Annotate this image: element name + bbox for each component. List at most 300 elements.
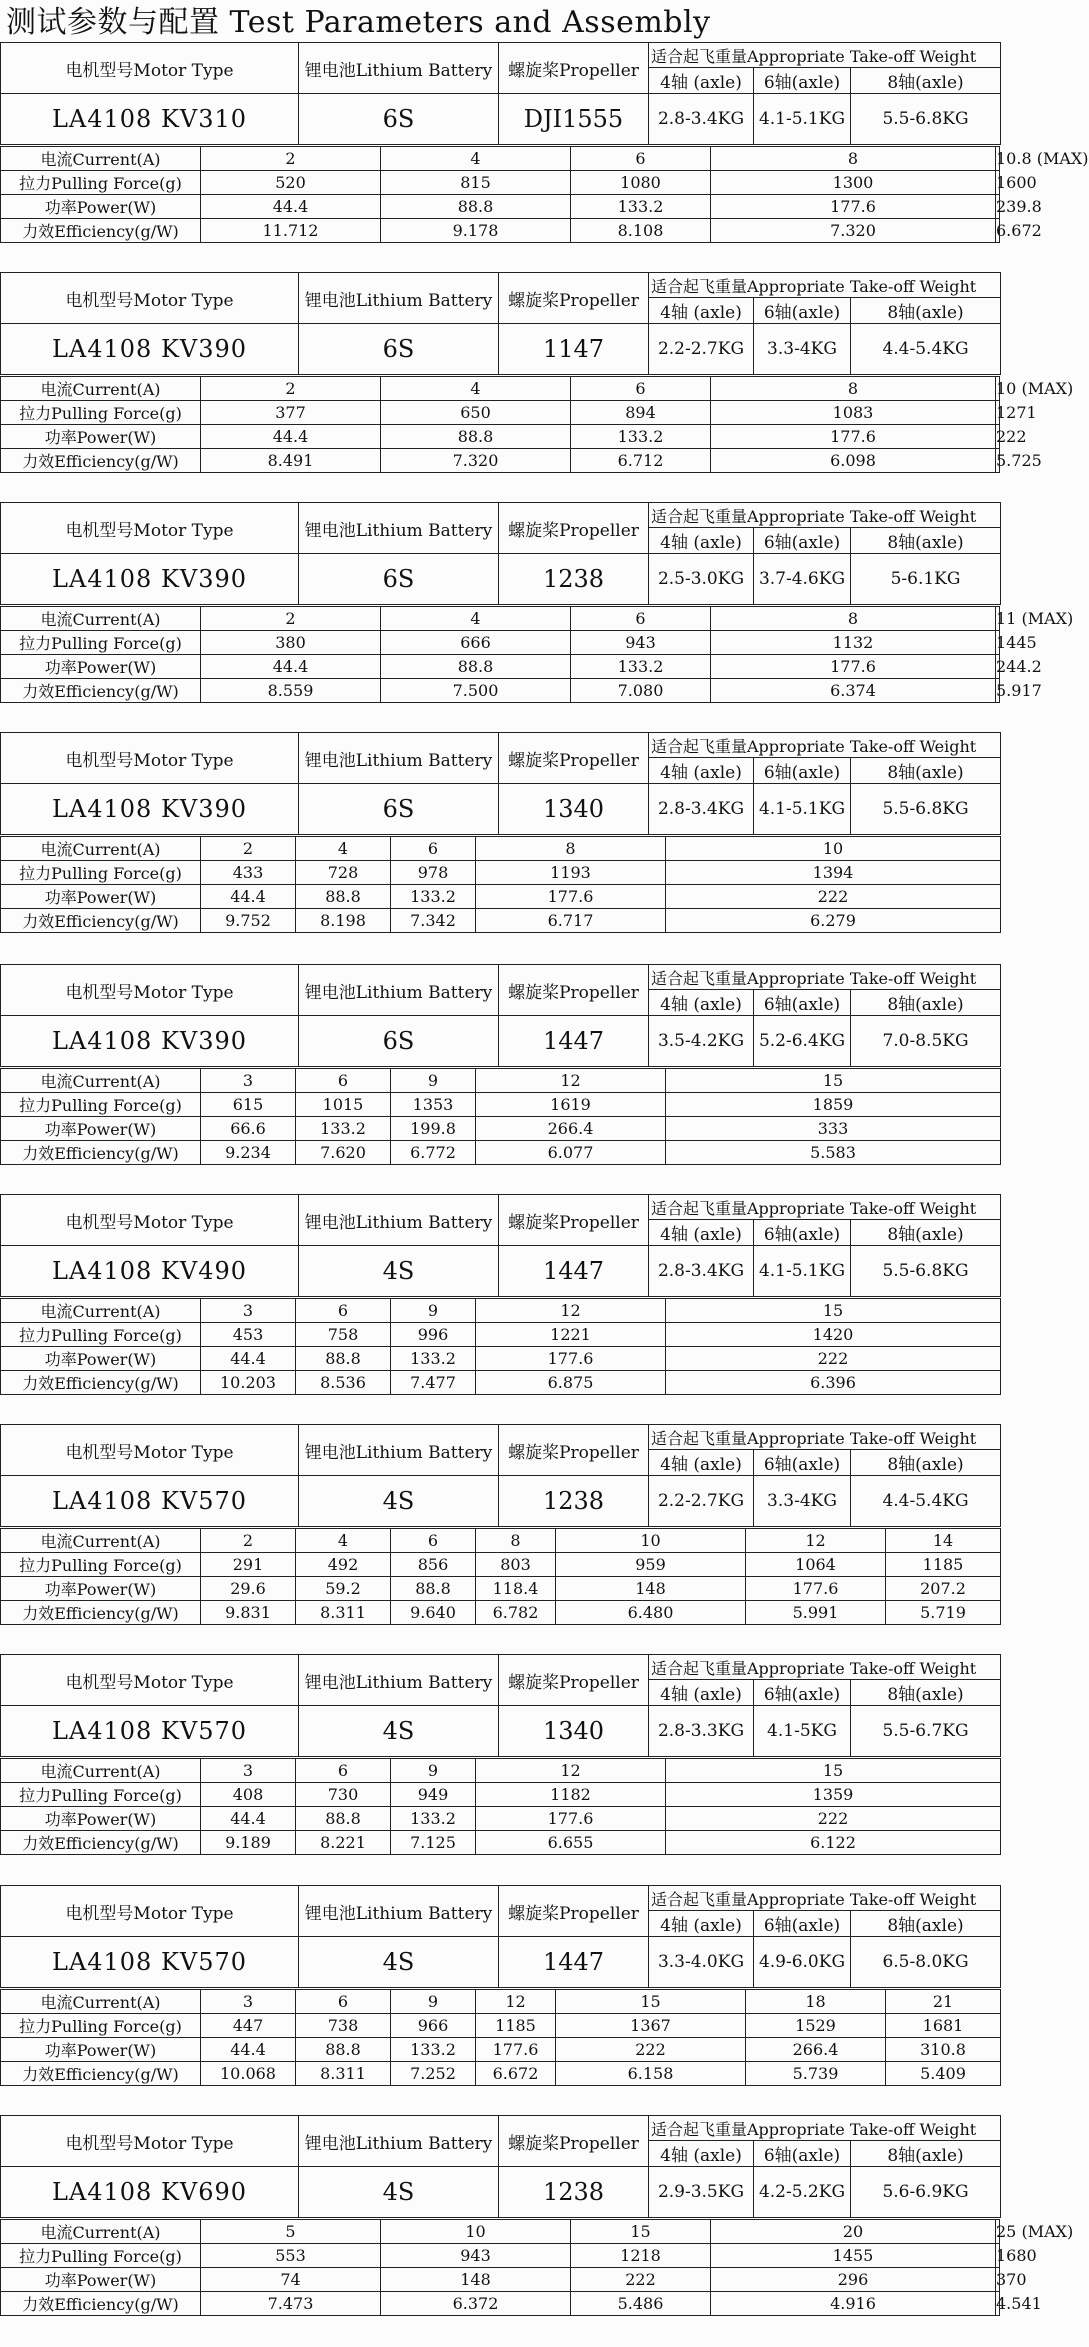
motor-type-label: 电机型号Motor Type <box>1 1195 299 1246</box>
table-cell: 1680 <box>996 2244 1000 2268</box>
table-cell: 266.4 <box>746 2038 886 2062</box>
takeoff-weight-value: 6.5-8.0KG <box>851 1937 1001 1988</box>
table-cell: 177.6 <box>711 425 996 449</box>
table-cell: 1080 <box>571 171 711 195</box>
table-cell: 2 <box>201 147 381 171</box>
propeller-value: 1447 <box>499 1016 649 1067</box>
efficiency-row <box>1 909 1001 933</box>
current-row-label: 电流Current(A) <box>1 607 201 631</box>
table-cell: 9.189 <box>201 1831 296 1855</box>
power-row <box>1 2038 1001 2062</box>
efficiency-row-label: 力效Efficiency(g/W) <box>1 2062 201 2086</box>
table-cell: 7.342 <box>391 909 476 933</box>
table-cell: 9.752 <box>201 909 296 933</box>
axle6-label: 6轴(axle) <box>754 1911 851 1937</box>
table-cell: 6 <box>296 1069 391 1093</box>
config-header-table <box>0 42 1001 145</box>
takeoff-weight-value: 4.1-5.1KG <box>754 784 851 835</box>
pulling-force-row-label: 拉力Pulling Force(g) <box>1 1783 201 1807</box>
table-cell: 44.4 <box>201 1807 296 1831</box>
motor-model: LA4108 KV390 <box>1 784 299 835</box>
power-row <box>1 885 1001 909</box>
takeoff-weight-label: 适合起飞重量Appropriate Take-off Weight <box>649 1425 1001 1450</box>
pulling-force-row-label: 拉力Pulling Force(g) <box>1 2014 201 2038</box>
table-cell: 10.203 <box>201 1371 296 1395</box>
axle6-label: 6轴(axle) <box>754 298 851 324</box>
current-row-label: 电流Current(A) <box>1 1299 201 1323</box>
table-cell: 1221 <box>476 1323 666 1347</box>
takeoff-weight-value: 3.3-4.0KG <box>649 1937 754 1988</box>
table-cell: 5.917 <box>996 679 1000 703</box>
table-cell: 447 <box>201 2014 296 2038</box>
config-header-table <box>0 502 1001 605</box>
table-cell: 9.831 <box>201 1601 296 1625</box>
test-data-table <box>0 1068 1001 1165</box>
takeoff-weight-value: 2.8-3.4KG <box>649 1246 754 1297</box>
battery-value: 6S <box>299 784 499 835</box>
table-cell: 9 <box>391 1990 476 2014</box>
battery-value: 4S <box>299 1476 499 1527</box>
power-row-label: 功率Power(W) <box>1 885 201 909</box>
axle6-label: 6轴(axle) <box>754 68 851 94</box>
table-cell: 894 <box>571 401 711 425</box>
takeoff-weight-value: 2.2-2.7KG <box>649 324 754 375</box>
efficiency-row <box>1 1831 1001 1855</box>
takeoff-weight-value: 2.8-3.3KG <box>649 1706 754 1757</box>
table-cell: 1455 <box>711 2244 996 2268</box>
table-cell: 6 <box>296 1759 391 1783</box>
current-row-label: 电流Current(A) <box>1 1990 201 2014</box>
table-cell: 1420 <box>666 1323 1001 1347</box>
table-cell: 15 <box>571 2220 711 2244</box>
pulling-force-row <box>1 861 1001 885</box>
table-cell: 15 <box>666 1069 1001 1093</box>
table-cell: 943 <box>381 2244 571 2268</box>
table-cell: 433 <box>201 861 296 885</box>
table-cell: 3 <box>201 1069 296 1093</box>
table-cell: 2 <box>201 377 381 401</box>
table-cell: 222 <box>666 885 1001 909</box>
table-cell: 10.068 <box>201 2062 296 2086</box>
takeoff-weight-value: 3.7-4.6KG <box>754 554 851 605</box>
power-row-label: 功率Power(W) <box>1 2038 201 2062</box>
test-data-table <box>0 1298 1001 1395</box>
motor-test-block <box>0 42 1089 241</box>
motor-type-label: 电机型号Motor Type <box>1 503 299 554</box>
current-row <box>1 1069 1001 1093</box>
table-cell: 5.739 <box>746 2062 886 2086</box>
table-cell: 12 <box>476 1299 666 1323</box>
table-cell: 88.8 <box>296 1347 391 1371</box>
table-cell: 7.125 <box>391 1831 476 1855</box>
battery-label: 锂电池Lithium Battery <box>299 503 499 554</box>
table-cell: 9.234 <box>201 1141 296 1165</box>
battery-label: 锂电池Lithium Battery <box>299 43 499 94</box>
table-cell: 730 <box>296 1783 391 1807</box>
current-row-label: 电流Current(A) <box>1 1069 201 1093</box>
axle8-label: 8轴(axle) <box>851 68 1001 94</box>
table-cell: 8.491 <box>201 449 381 473</box>
table-cell: 8.536 <box>296 1371 391 1395</box>
table-cell: 44.4 <box>201 195 381 219</box>
table-cell: 15 <box>556 1990 746 2014</box>
table-cell: 6.372 <box>381 2292 571 2316</box>
table-cell: 7.080 <box>571 679 711 703</box>
config-header-table <box>0 1885 1001 1988</box>
axle4-label: 4轴 (axle) <box>649 1450 754 1476</box>
table-cell: 177.6 <box>476 1807 666 1831</box>
table-cell: 380 <box>201 631 381 655</box>
motor-test-block <box>0 1194 1000 1393</box>
table-cell: 6 <box>391 1529 476 1553</box>
current-row-label: 电流Current(A) <box>1 2220 201 2244</box>
table-cell: 88.8 <box>381 655 571 679</box>
test-data-table <box>0 606 1074 703</box>
table-cell: 10.8 (MAX) <box>996 147 1000 171</box>
motor-test-block <box>0 2115 1074 2314</box>
propeller-label: 螺旋桨Propeller <box>499 733 649 784</box>
axle6-label: 6轴(axle) <box>754 2141 851 2167</box>
takeoff-weight-value: 5.5-6.8KG <box>851 94 1001 145</box>
power-row <box>1 425 1000 449</box>
table-cell: 44.4 <box>201 885 296 909</box>
pulling-force-row <box>1 2244 1000 2268</box>
table-cell: 15 <box>666 1299 1001 1323</box>
table-cell: 44.4 <box>201 2038 296 2062</box>
table-cell: 5.725 <box>996 449 1000 473</box>
table-cell: 6.772 <box>391 1141 476 1165</box>
pulling-force-row <box>1 631 1000 655</box>
takeoff-weight-value: 4.4-5.4KG <box>851 1476 1001 1527</box>
table-cell: 7.620 <box>296 1141 391 1165</box>
table-cell: 6.717 <box>476 909 666 933</box>
propeller-label: 螺旋桨Propeller <box>499 43 649 94</box>
power-row <box>1 1347 1001 1371</box>
motor-test-block <box>0 272 1074 471</box>
axle6-label: 6轴(axle) <box>754 1220 851 1246</box>
pulling-force-row-label: 拉力Pulling Force(g) <box>1 631 201 655</box>
axle8-label: 8轴(axle) <box>851 1911 1001 1937</box>
test-data-table <box>0 836 1001 933</box>
motor-type-label: 电机型号Motor Type <box>1 273 299 324</box>
axle8-label: 8轴(axle) <box>851 758 1001 784</box>
motor-model: LA4108 KV570 <box>1 1476 299 1527</box>
current-row <box>1 2220 1000 2244</box>
table-cell: 29.6 <box>201 1577 296 1601</box>
efficiency-row-label: 力效Efficiency(g/W) <box>1 449 201 473</box>
table-cell: 2 <box>201 607 381 631</box>
axle4-label: 4轴 (axle) <box>649 68 754 94</box>
current-row <box>1 1299 1001 1323</box>
table-cell: 6 <box>571 147 711 171</box>
config-header-table <box>0 1424 1001 1527</box>
efficiency-row <box>1 2062 1001 2086</box>
table-cell: 177.6 <box>476 1347 666 1371</box>
table-cell: 88.8 <box>381 195 571 219</box>
table-cell: 25 (MAX) <box>996 2220 1000 2244</box>
efficiency-row-label: 力效Efficiency(g/W) <box>1 1141 201 1165</box>
table-cell: 4.916 <box>711 2292 996 2316</box>
table-cell: 333 <box>666 1117 1001 1141</box>
table-cell: 222 <box>996 425 1000 449</box>
table-cell: 8.108 <box>571 219 711 243</box>
table-cell: 1300 <box>711 171 996 195</box>
motor-model: LA4108 KV390 <box>1 324 299 375</box>
takeoff-weight-value: 7.0-8.5KG <box>851 1016 1001 1067</box>
current-row-label: 电流Current(A) <box>1 1529 201 1553</box>
config-header-table <box>0 1654 1001 1757</box>
battery-value: 6S <box>299 324 499 375</box>
table-cell: 296 <box>711 2268 996 2292</box>
config-header-table <box>0 964 1001 1067</box>
current-row-label: 电流Current(A) <box>1 147 201 171</box>
table-cell: 9.640 <box>391 1601 476 1625</box>
table-cell: 44.4 <box>201 1347 296 1371</box>
table-cell: 59.2 <box>296 1577 391 1601</box>
table-cell: 133.2 <box>296 1117 391 1141</box>
table-cell: 6 <box>571 607 711 631</box>
efficiency-row <box>1 1601 1001 1625</box>
table-cell: 8.311 <box>296 2062 391 2086</box>
table-cell: 7.252 <box>391 2062 476 2086</box>
battery-label: 锂电池Lithium Battery <box>299 733 499 784</box>
battery-value: 6S <box>299 94 499 145</box>
table-cell: 148 <box>556 1577 746 1601</box>
axle4-label: 4轴 (axle) <box>649 1911 754 1937</box>
table-cell: 492 <box>296 1553 391 1577</box>
battery-value: 6S <box>299 554 499 605</box>
propeller-label: 螺旋桨Propeller <box>499 503 649 554</box>
power-row-label: 功率Power(W) <box>1 1347 201 1371</box>
takeoff-weight-value: 5.6-6.9KG <box>851 2167 1001 2218</box>
table-cell: 1185 <box>476 2014 556 2038</box>
motor-test-block <box>0 502 1074 701</box>
pulling-force-row-label: 拉力Pulling Force(g) <box>1 1323 201 1347</box>
table-cell: 1015 <box>296 1093 391 1117</box>
table-cell: 148 <box>381 2268 571 2292</box>
table-cell: 199.8 <box>391 1117 476 1141</box>
table-cell: 9.178 <box>381 219 571 243</box>
table-cell: 856 <box>391 1553 476 1577</box>
table-cell: 8 <box>476 837 666 861</box>
current-row <box>1 147 1000 171</box>
table-cell: 5.991 <box>746 1601 886 1625</box>
propeller-label: 螺旋桨Propeller <box>499 273 649 324</box>
power-row-label: 功率Power(W) <box>1 1577 201 1601</box>
propeller-value: 1340 <box>499 784 649 835</box>
power-row-label: 功率Power(W) <box>1 1117 201 1141</box>
table-cell: 6.077 <box>476 1141 666 1165</box>
axle6-label: 6轴(axle) <box>754 528 851 554</box>
table-cell: 8 <box>711 147 996 171</box>
table-cell: 1367 <box>556 2014 746 2038</box>
table-cell: 3 <box>201 1759 296 1783</box>
table-cell: 8.559 <box>201 679 381 703</box>
table-cell: 738 <box>296 2014 391 2038</box>
table-cell: 1193 <box>476 861 666 885</box>
table-cell: 1132 <box>711 631 996 655</box>
table-cell: 1394 <box>666 861 1001 885</box>
table-cell: 978 <box>391 861 476 885</box>
table-cell: 244.2 <box>996 655 1000 679</box>
pulling-force-row-label: 拉力Pulling Force(g) <box>1 1553 201 1577</box>
table-cell: 177.6 <box>711 655 996 679</box>
table-cell: 133.2 <box>571 195 711 219</box>
table-cell: 44.4 <box>201 425 381 449</box>
table-cell: 8.221 <box>296 1831 391 1855</box>
table-cell: 6.672 <box>996 219 1000 243</box>
propeller-label: 螺旋桨Propeller <box>499 1425 649 1476</box>
axle4-label: 4轴 (axle) <box>649 528 754 554</box>
axle8-label: 8轴(axle) <box>851 298 1001 324</box>
table-cell: 11.712 <box>201 219 381 243</box>
pulling-force-row <box>1 2014 1001 2038</box>
table-cell: 239.8 <box>996 195 1000 219</box>
table-cell: 1271 <box>996 401 1000 425</box>
motor-type-label: 电机型号Motor Type <box>1 1425 299 1476</box>
table-cell: 4.541 <box>996 2292 1000 2316</box>
axle4-label: 4轴 (axle) <box>649 2141 754 2167</box>
takeoff-weight-value: 2.8-3.4KG <box>649 784 754 835</box>
takeoff-weight-label: 适合起飞重量Appropriate Take-off Weight <box>649 733 1001 758</box>
propeller-label: 螺旋桨Propeller <box>499 1886 649 1937</box>
takeoff-weight-label: 适合起飞重量Appropriate Take-off Weight <box>649 273 1001 298</box>
table-cell: 4 <box>381 607 571 631</box>
current-row-label: 电流Current(A) <box>1 377 201 401</box>
table-cell: 88.8 <box>296 1807 391 1831</box>
axle4-label: 4轴 (axle) <box>649 758 754 784</box>
efficiency-row-label: 力效Efficiency(g/W) <box>1 909 201 933</box>
table-cell: 88.8 <box>391 1577 476 1601</box>
takeoff-weight-value: 5.2-6.4KG <box>754 1016 851 1067</box>
motor-test-block <box>0 964 1000 1163</box>
efficiency-row <box>1 219 1000 243</box>
config-header-table <box>0 272 1001 375</box>
axle4-label: 4轴 (axle) <box>649 990 754 1016</box>
pulling-force-row-label: 拉力Pulling Force(g) <box>1 2244 201 2268</box>
motor-model: LA4108 KV570 <box>1 1706 299 1757</box>
efficiency-row <box>1 679 1000 703</box>
takeoff-weight-value: 4.2-5.2KG <box>754 2167 851 2218</box>
propeller-label: 螺旋桨Propeller <box>499 965 649 1016</box>
motor-type-label: 电机型号Motor Type <box>1 2116 299 2167</box>
current-row-label: 电流Current(A) <box>1 837 201 861</box>
table-cell: 12 <box>476 1069 666 1093</box>
motor-model: LA4108 KV390 <box>1 554 299 605</box>
table-cell: 1218 <box>571 2244 711 2268</box>
takeoff-weight-value: 4.1-5.1KG <box>754 1246 851 1297</box>
table-cell: 118.4 <box>476 1577 556 1601</box>
table-cell: 959 <box>556 1553 746 1577</box>
power-row-label: 功率Power(W) <box>1 195 201 219</box>
table-cell: 7.477 <box>391 1371 476 1395</box>
table-cell: 5.583 <box>666 1141 1001 1165</box>
battery-value: 4S <box>299 1937 499 1988</box>
propeller-label: 螺旋桨Propeller <box>499 1655 649 1706</box>
test-data-table <box>0 1989 1001 2086</box>
table-cell: 8.198 <box>296 909 391 933</box>
table-cell: 15 <box>666 1759 1001 1783</box>
pulling-force-row <box>1 1553 1001 1577</box>
table-cell: 6.122 <box>666 1831 1001 1855</box>
takeoff-weight-value: 3.3-4KG <box>754 1476 851 1527</box>
motor-model: LA4108 KV570 <box>1 1937 299 1988</box>
motor-type-label: 电机型号Motor Type <box>1 733 299 784</box>
table-cell: 207.2 <box>886 1577 1001 1601</box>
efficiency-row-label: 力效Efficiency(g/W) <box>1 1831 201 1855</box>
axle8-label: 8轴(axle) <box>851 1220 1001 1246</box>
table-cell: 6.712 <box>571 449 711 473</box>
table-cell: 728 <box>296 861 391 885</box>
config-header-table <box>0 732 1001 835</box>
pulling-force-row-label: 拉力Pulling Force(g) <box>1 861 201 885</box>
motor-model: LA4108 KV490 <box>1 1246 299 1297</box>
pulling-force-row <box>1 171 1000 195</box>
power-row <box>1 655 1000 679</box>
table-cell: 1681 <box>886 2014 1001 2038</box>
takeoff-weight-value: 5.5-6.8KG <box>851 1246 1001 1297</box>
battery-label: 锂电池Lithium Battery <box>299 2116 499 2167</box>
table-cell: 1083 <box>711 401 996 425</box>
table-cell: 650 <box>381 401 571 425</box>
test-data-table <box>0 376 1074 473</box>
table-cell: 966 <box>391 2014 476 2038</box>
table-cell: 6.672 <box>476 2062 556 2086</box>
axle8-label: 8轴(axle) <box>851 990 1001 1016</box>
takeoff-weight-value: 4.1-5KG <box>754 1706 851 1757</box>
motor-model: LA4108 KV690 <box>1 2167 299 2218</box>
table-cell: 8 <box>711 377 996 401</box>
power-row-label: 功率Power(W) <box>1 2268 201 2292</box>
table-cell: 6.655 <box>476 1831 666 1855</box>
table-cell: 133.2 <box>571 425 711 449</box>
table-cell: 88.8 <box>296 2038 391 2062</box>
table-cell: 5.409 <box>886 2062 1001 2086</box>
table-cell: 2 <box>201 837 296 861</box>
axle4-label: 4轴 (axle) <box>649 298 754 324</box>
table-cell: 6 <box>296 1299 391 1323</box>
table-cell: 8 <box>711 607 996 631</box>
table-cell: 222 <box>666 1347 1001 1371</box>
pulling-force-row-label: 拉力Pulling Force(g) <box>1 1093 201 1117</box>
table-cell: 6 <box>571 377 711 401</box>
table-cell: 3 <box>201 1299 296 1323</box>
efficiency-row <box>1 2292 1000 2316</box>
table-cell: 177.6 <box>476 885 666 909</box>
propeller-value: DJI1555 <box>499 94 649 145</box>
takeoff-weight-label: 适合起飞重量Appropriate Take-off Weight <box>649 2116 1001 2141</box>
table-cell: 4 <box>296 837 391 861</box>
table-cell: 377 <box>201 401 381 425</box>
table-cell: 6.158 <box>556 2062 746 2086</box>
current-row <box>1 607 1000 631</box>
table-cell: 3 <box>201 1990 296 2014</box>
test-data-table <box>0 2219 1074 2316</box>
table-cell: 1185 <box>886 1553 1001 1577</box>
table-cell: 6 <box>391 837 476 861</box>
power-row-label: 功率Power(W) <box>1 655 201 679</box>
takeoff-weight-label: 适合起飞重量Appropriate Take-off Weight <box>649 43 1001 68</box>
takeoff-weight-label: 适合起飞重量Appropriate Take-off Weight <box>649 1886 1001 1911</box>
axle6-label: 6轴(axle) <box>754 1680 851 1706</box>
current-row-label: 电流Current(A) <box>1 1759 201 1783</box>
motor-model: LA4108 KV310 <box>1 94 299 145</box>
battery-value: 6S <box>299 1016 499 1067</box>
battery-label: 锂电池Lithium Battery <box>299 1195 499 1246</box>
pulling-force-row <box>1 1323 1001 1347</box>
motor-model: LA4108 KV390 <box>1 1016 299 1067</box>
axle6-label: 6轴(axle) <box>754 990 851 1016</box>
